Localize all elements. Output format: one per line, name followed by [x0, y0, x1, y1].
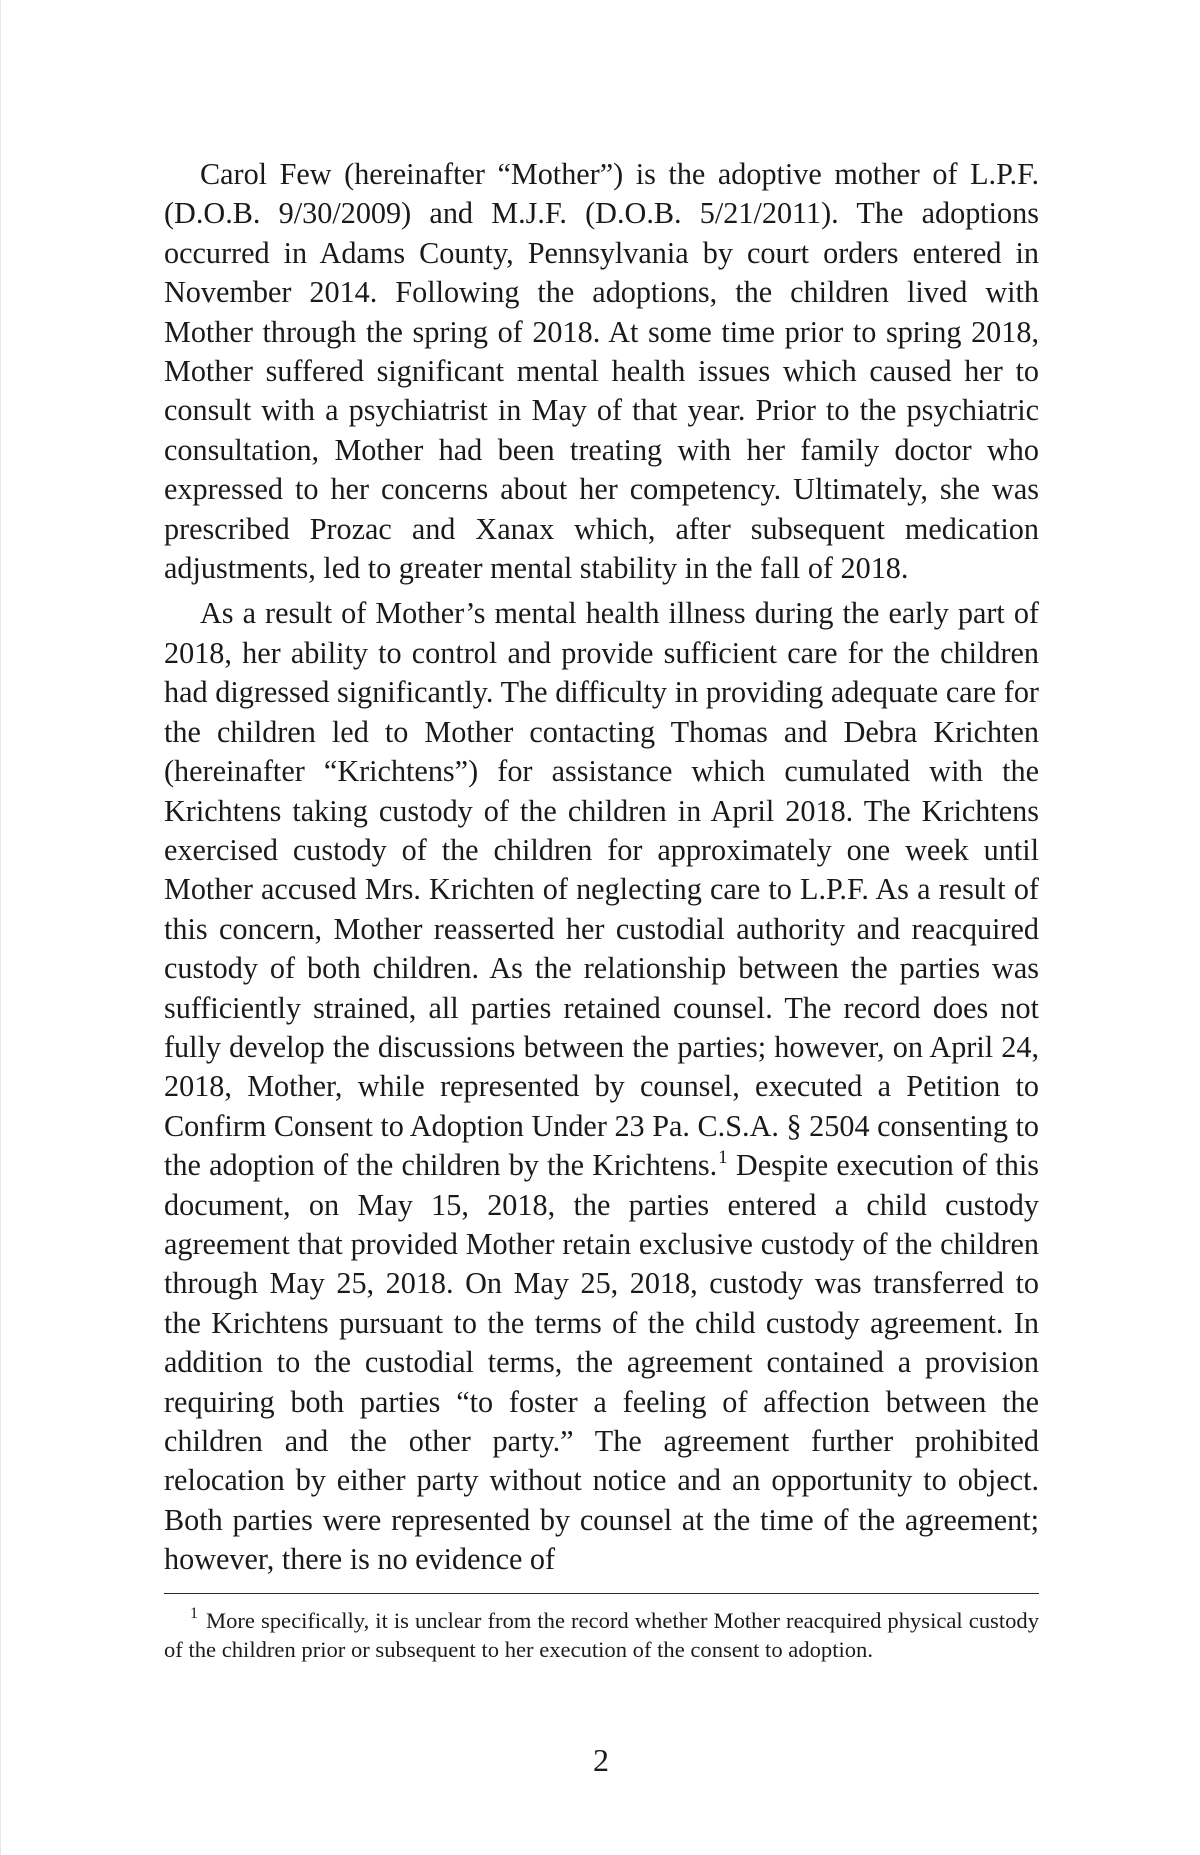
footnote-text: More specifically, it is unclear from the record whether Mother reacquired physical custody of the children prior or subsequent to her execution of the consent to adoption. — [164, 1608, 1039, 1662]
footnote-number: 1 — [190, 1605, 198, 1623]
footnote-reference: 1 — [718, 1146, 728, 1168]
paragraph — [164, 594, 1039, 1579]
paragraph — [164, 155, 1039, 588]
paragraph-2-text-part-1: As a result of Mother’s mental health illness during the early part of 2018, her ability to control and provide sufficient care for the children had digressed significantly. The difficulty in providing adequate care for the children led to Mother contacting Thomas and Debra Krichten (hereinafter “Krichtens”) for assistance which cumulated with the Krichtens taking custody of the children in April 2018. The Krichtens exercised custody of the children for approximately one week until Mother accused Mrs. Krichten of neglecting care to L.P.F. As a result of this concern, Mother reasserted her custodial authority and reacquired custody of both children. As the relationship between the parties was sufficiently strained, all parties retained counsel. The record does not fully develop the discussions between the parties; however, on April 24, 2018, Mother, while represented by counsel, executed a Petition to Confirm Consent to Adoption Under 23 Pa. C.S.A. § 2504 consenting to the adoption of the children by the Krichtens. — [164, 596, 1039, 1183]
footnote-divider — [164, 1593, 1039, 1594]
paragraph-2-text-part-2: Despite execution of this document, on May 15, 2018, the parties entered a child custody agreement that provided Mother retain exclusive custody of the children through May 25, 2018. On May 25, 2018, custody was transferred to the Krichtens pursuant to the terms of the child custody agreement. In addition to the custodial terms, the agreement contained a provision requiring both parties “to foster a feeling of affection between the children and the other party.” The agreement further prohibited relocation by either party without notice and an opportunity to object. Both parties were represented by counsel at the time of the agreement; however, there is no evidence of — [164, 1148, 1039, 1577]
footnote — [164, 1606, 1039, 1664]
page-number: 2 — [593, 1742, 609, 1778]
paragraph-1-text: Carol Few (hereinafter “Mother”) is the adoptive mother of L.P.F. (D.O.B. 9/30/2009) and M.J.F. (D.O.B. 5/21/2011). The adoptions occurred in Adams County, Pennsylvania by court orders entered in November 2014. Following the adoptions, the children lived with Mother through the spring of 2018. At some time prior to spring 2018, Mother suffered significant mental health issues which caused her to consult with a psychiatrist in May of that year. Prior to the psychiatric consultation, Mother had been treating with her family doctor who expressed to her concerns about her competency. Ultimately, she was prescribed Prozac and Xanax which, after subsequent medication adjustments, led to greater mental stability in the fall of 2018. — [164, 157, 1039, 586]
body-text — [164, 155, 1039, 1580]
